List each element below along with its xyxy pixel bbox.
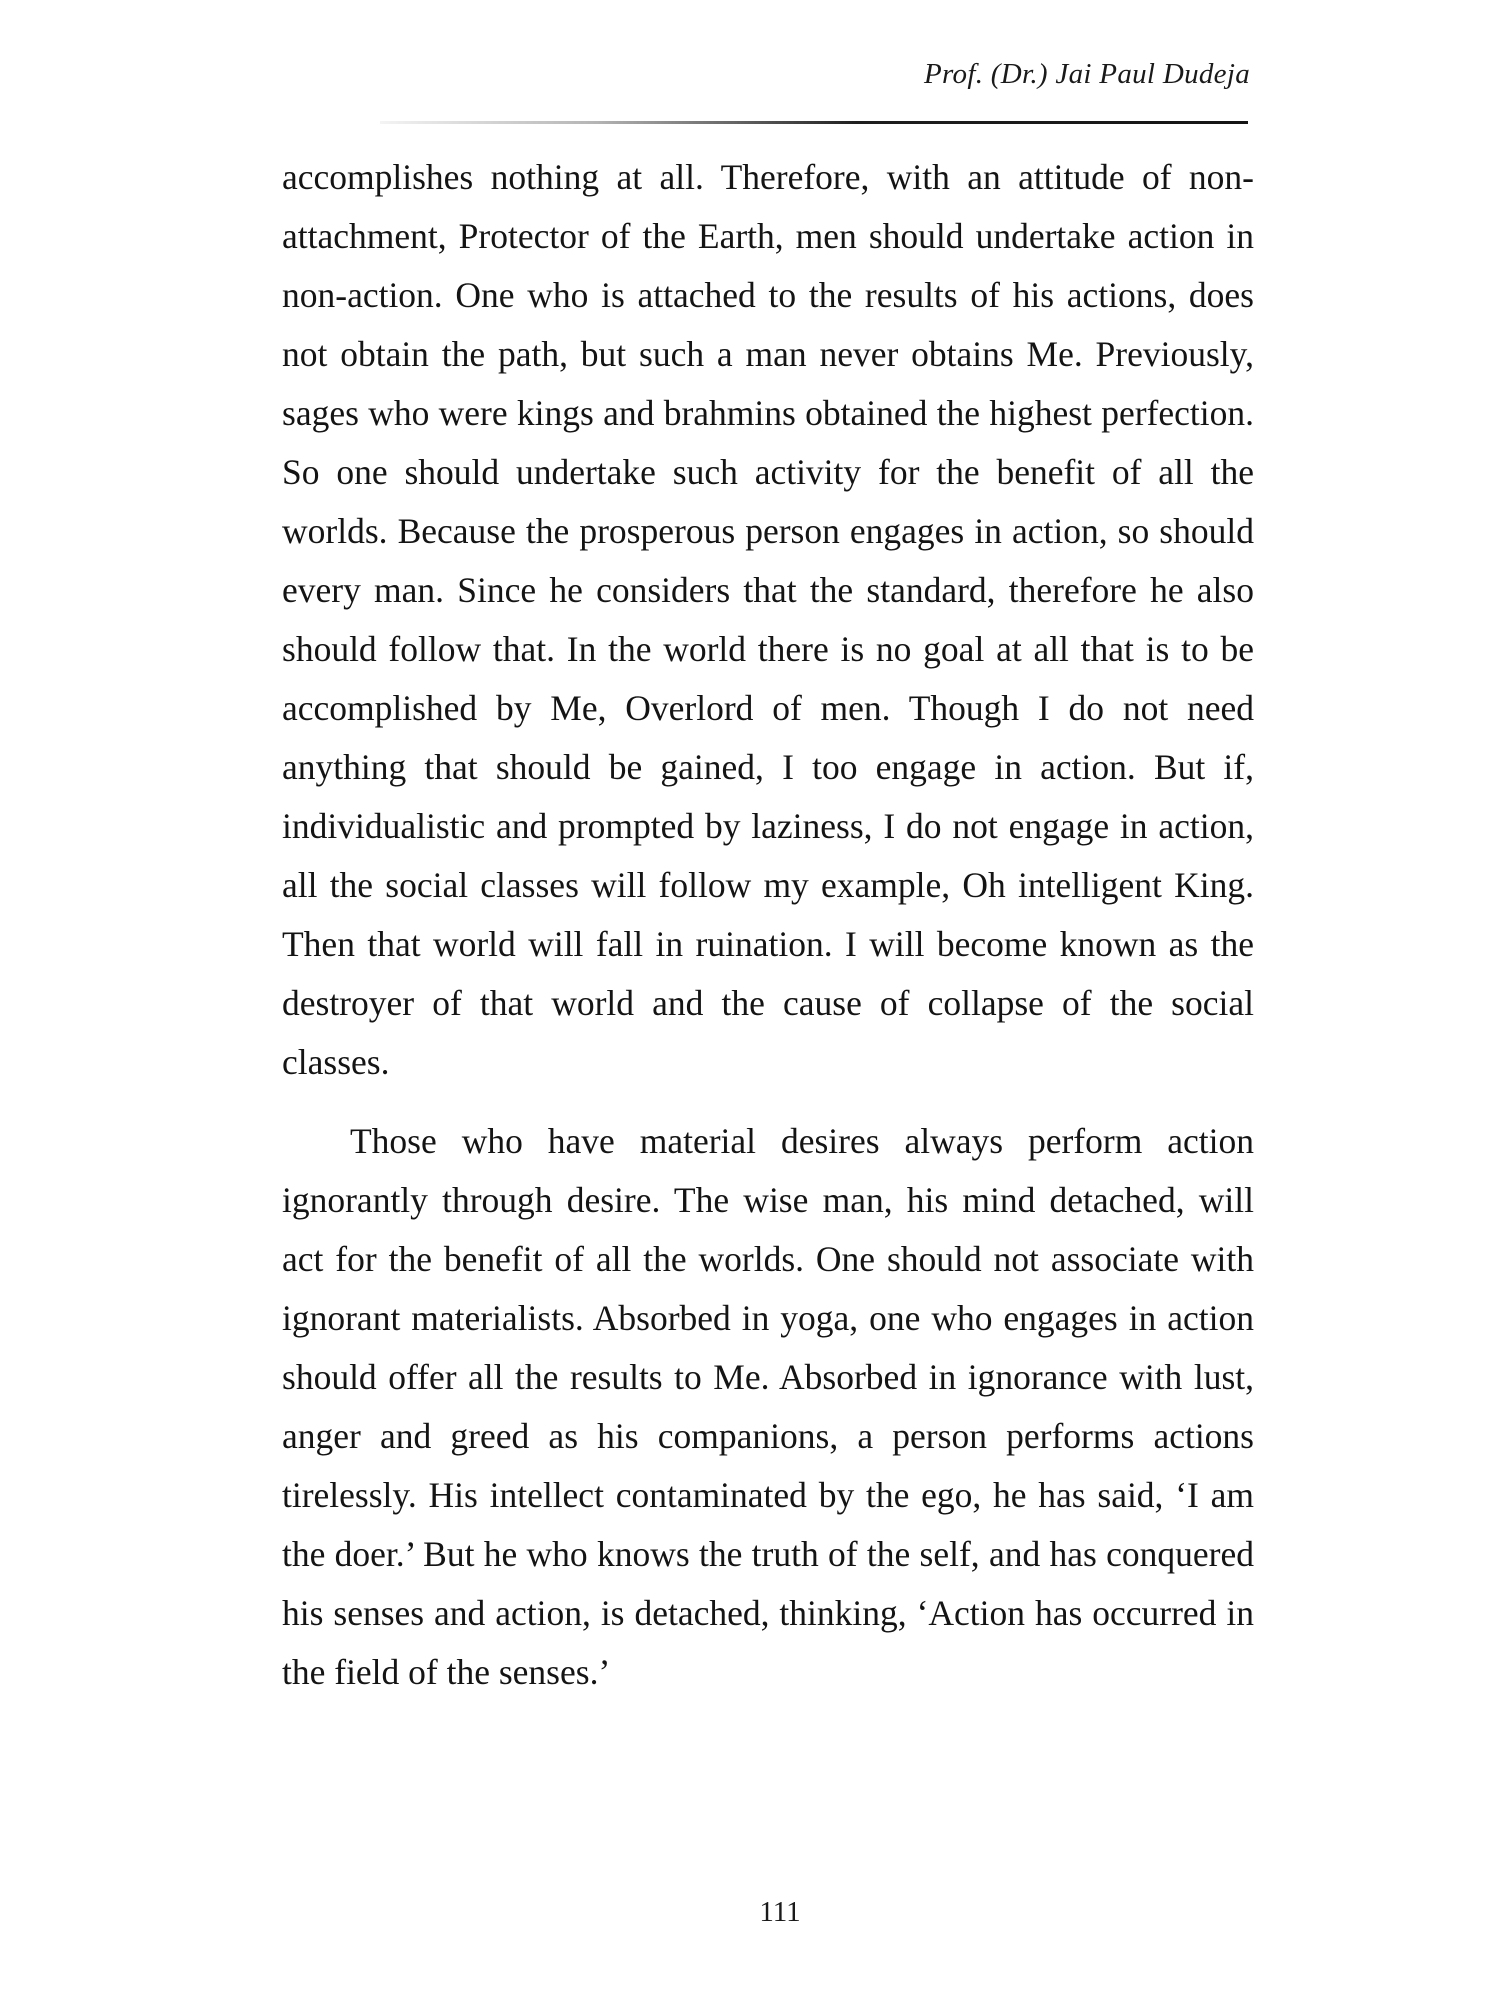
page-number: 111	[759, 1896, 801, 1928]
body-text	[282, 148, 1254, 1702]
paragraph-2: Those who have material desires always perform action ignorantly through desire. The wise man, his mind detached, will act for the benefit of all the worlds. One should not associate with ignorant materialists. Absorbed in yoga, one who engages in action should offer all the results to Me. Absorbed in ignorance with lust, anger and greed as his companions, a person performs actions tirelessly. His intellect contaminated by the ego, he has said, ‘I am the doer.’ But he who knows the truth of the self, and has conquered his senses and action, is detached, thinking, ‘Action has occurred in the field of the senses.’	[282, 1121, 1254, 1692]
running-header: Prof. (Dr.) Jai Paul Dudeja	[924, 58, 1250, 90]
header-rule	[380, 121, 1248, 124]
paragraph-1: accomplishes nothing at all. Therefore, with an attitude of non-attachment, Protector of the Earth, men should undertake action in non-action. One who is attached to the results of his actions, does not obtain the path, but such a man never obtains Me. Previously, sages who were kings and brahmins obtained the highest perfection. So one should undertake such activity for the benefit of all the worlds. Because the prosperous person engages in action, so should every man. Since he considers that the standard, therefore he also should follow that. In the world there is no goal at all that is to be accomplished by Me, Overlord of men. Though I do not need anything that should be gained, I too engage in action. But if, individualistic and prompted by laziness, I do not engage in action, all the social classes will follow my example, Oh intelligent King. Then that world will fall in ruination. I will become known as the destroyer of that world and the cause of collapse of the social classes.	[282, 157, 1254, 1082]
